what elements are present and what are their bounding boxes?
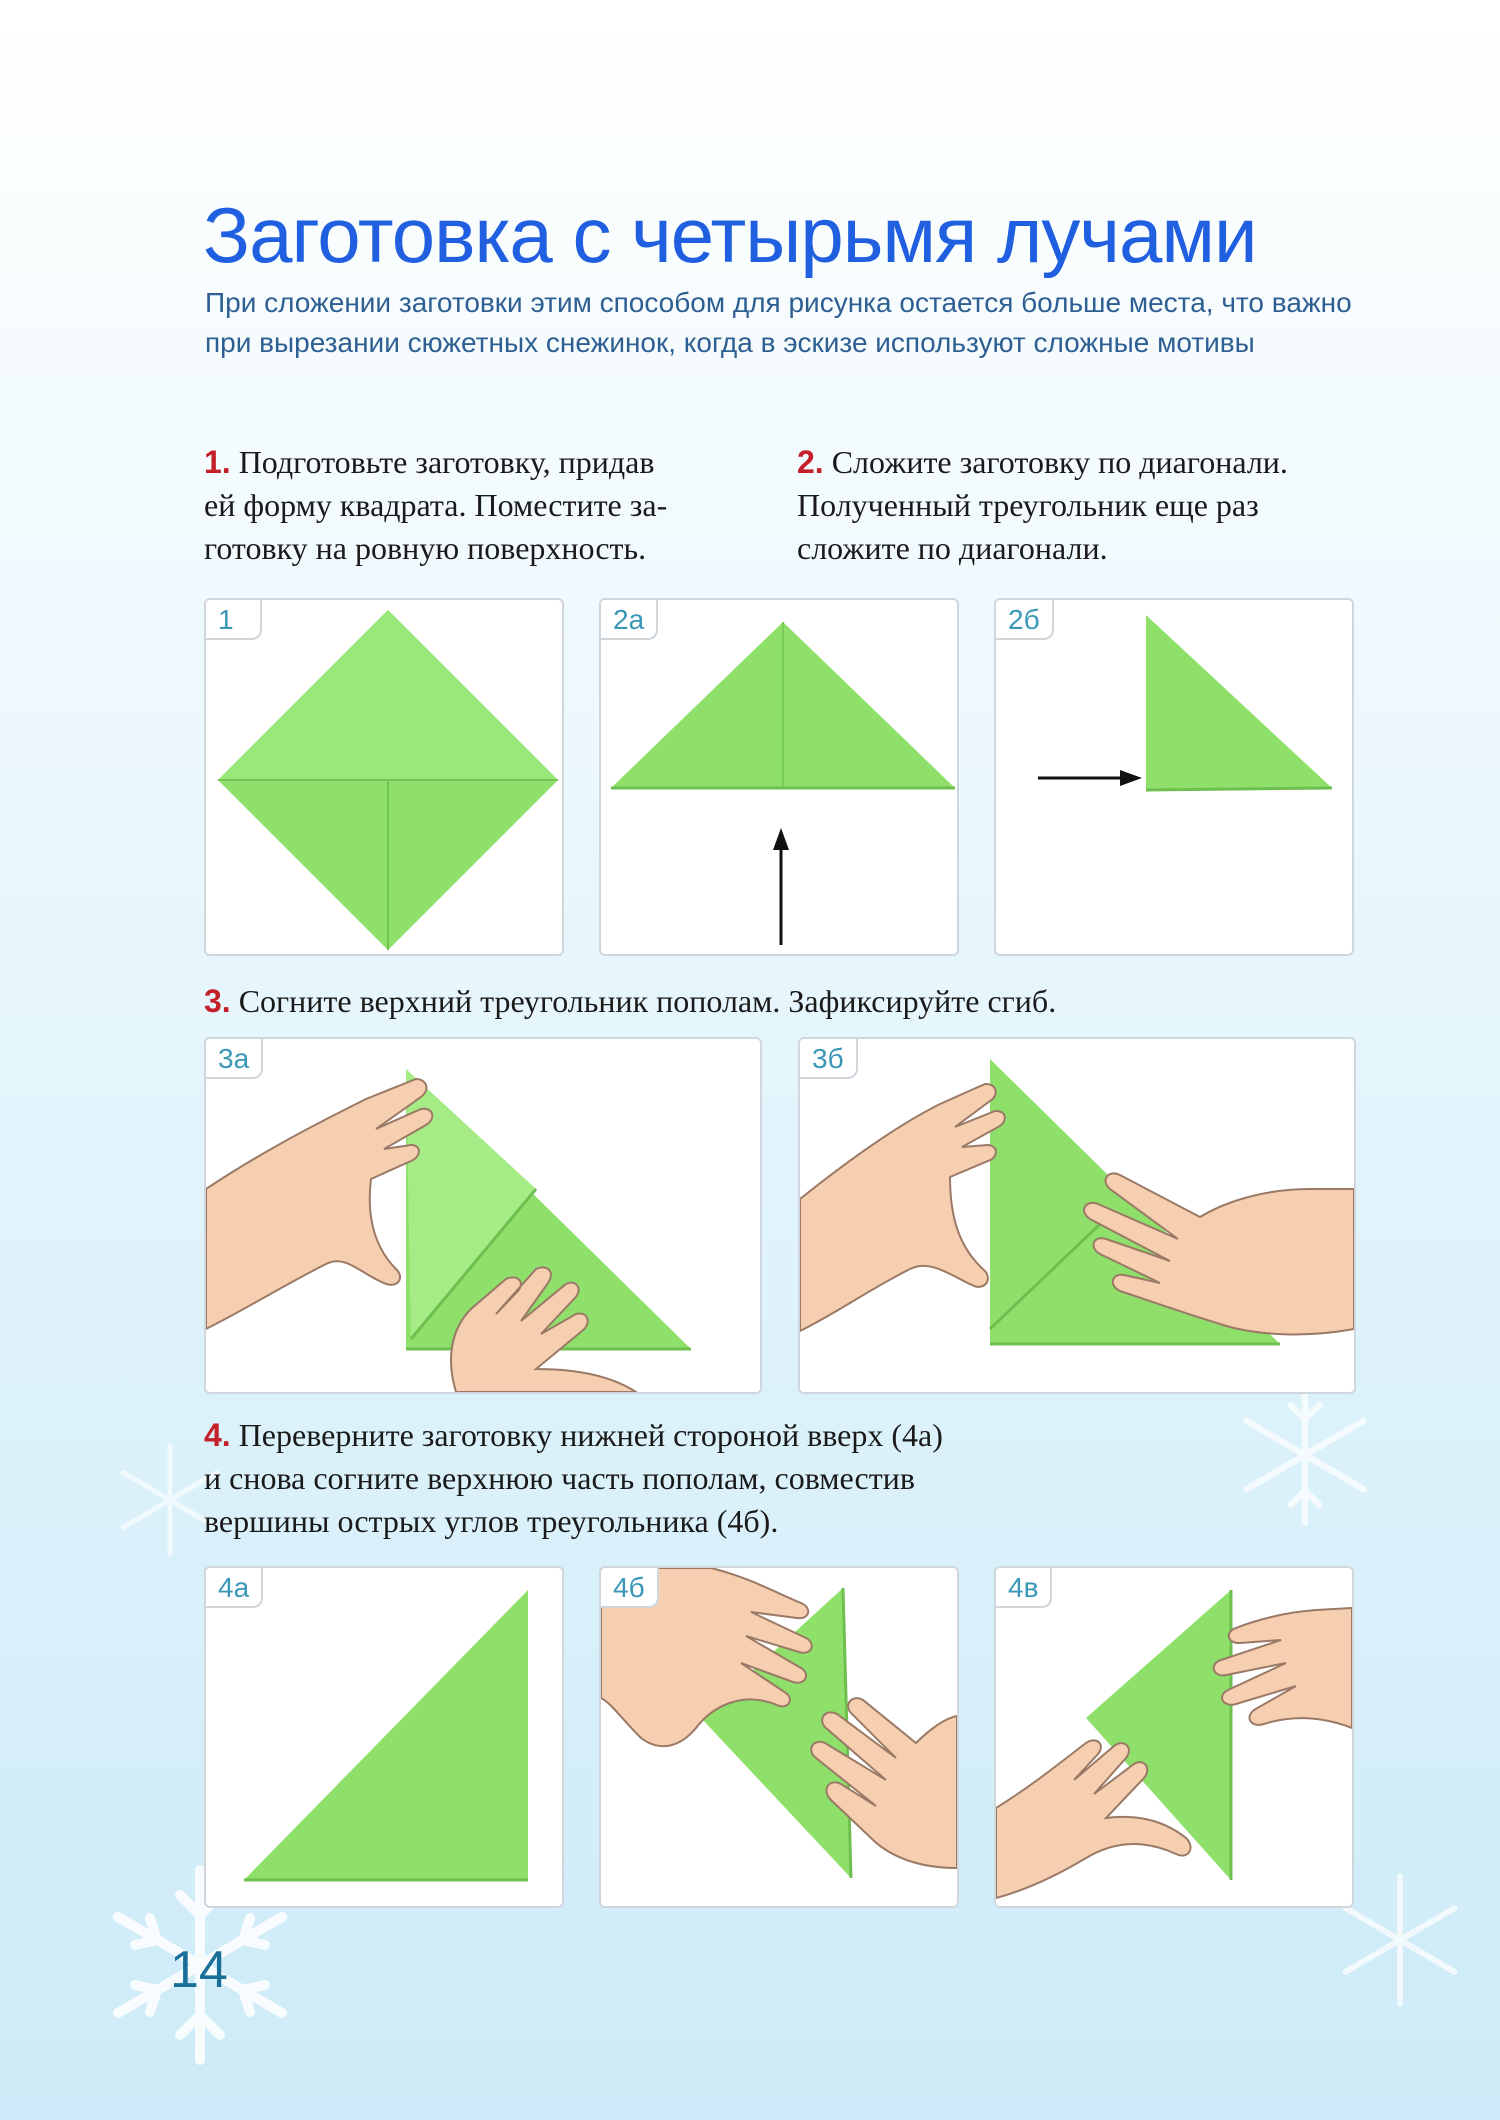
panel-label: 4б [601, 1568, 659, 1608]
panel-4a [204, 1566, 564, 1908]
panel-label: 2а [601, 600, 658, 640]
arrow-right-icon [1038, 770, 1142, 786]
panel-label: 3а [206, 1039, 263, 1079]
panel-label: 2б [996, 600, 1054, 640]
panel-label: 1 [206, 600, 262, 640]
panel-4v [994, 1566, 1354, 1908]
step-2: 2. Сложите заготовку по диагонали. Полученный треугольник еще раз сложите по диагонали. [797, 444, 1288, 566]
panel-2b [994, 598, 1354, 956]
step-number: 4. [204, 1417, 231, 1453]
panel-3a [204, 1037, 762, 1394]
step-4: 4. Переверните заготовку нижней стороной вверх (4а) и снова согните верхнюю часть пополам, совместив вершины острых углов треугольника (4б). [204, 1417, 943, 1539]
panel-2a [599, 598, 959, 956]
panel-1 [204, 598, 564, 956]
panel-3b [798, 1037, 1356, 1394]
panel-label: 4в [996, 1568, 1052, 1608]
step-number: 3. [204, 983, 231, 1019]
page-title: Заготовка с четырьмя лучами [203, 191, 1257, 279]
triangle-paper-illustration [601, 600, 957, 954]
folding-hands-illustration [800, 1039, 1354, 1392]
hand-icon [1214, 1608, 1352, 1728]
step-1: 1. Подготовьте заготовку, придав ей форму квадрата. Поместите за- готовку на ровную поверхность. [204, 444, 668, 566]
step-3: 3. Согните верхний треугольник пополам. Зафиксируйте сгиб. [204, 983, 1057, 1019]
flipped-triangle-illustration [206, 1568, 562, 1906]
arrow-up-icon [773, 828, 789, 945]
page-number: 14 [170, 1941, 228, 1999]
step-number: 2. [797, 444, 824, 480]
panel-label: 3б [800, 1039, 858, 1079]
square-paper-illustration [206, 600, 562, 954]
page-subtitle: При сложении заготовки этим способом для рисунка остается больше места, что важно при вырезании сюжетных снежинок, когда в эскизе используют сложные мотивы [205, 287, 1352, 358]
small-triangle-illustration [996, 600, 1352, 954]
folding-hands-illustration [996, 1568, 1352, 1906]
hand-icon [206, 1079, 432, 1329]
panel-label: 4а [206, 1568, 263, 1608]
folding-hands-illustration [601, 1568, 957, 1906]
hand-icon [800, 1084, 1005, 1331]
step-number: 1. [204, 444, 231, 480]
folding-hands-illustration [206, 1039, 760, 1392]
panel-4b [599, 1566, 959, 1908]
